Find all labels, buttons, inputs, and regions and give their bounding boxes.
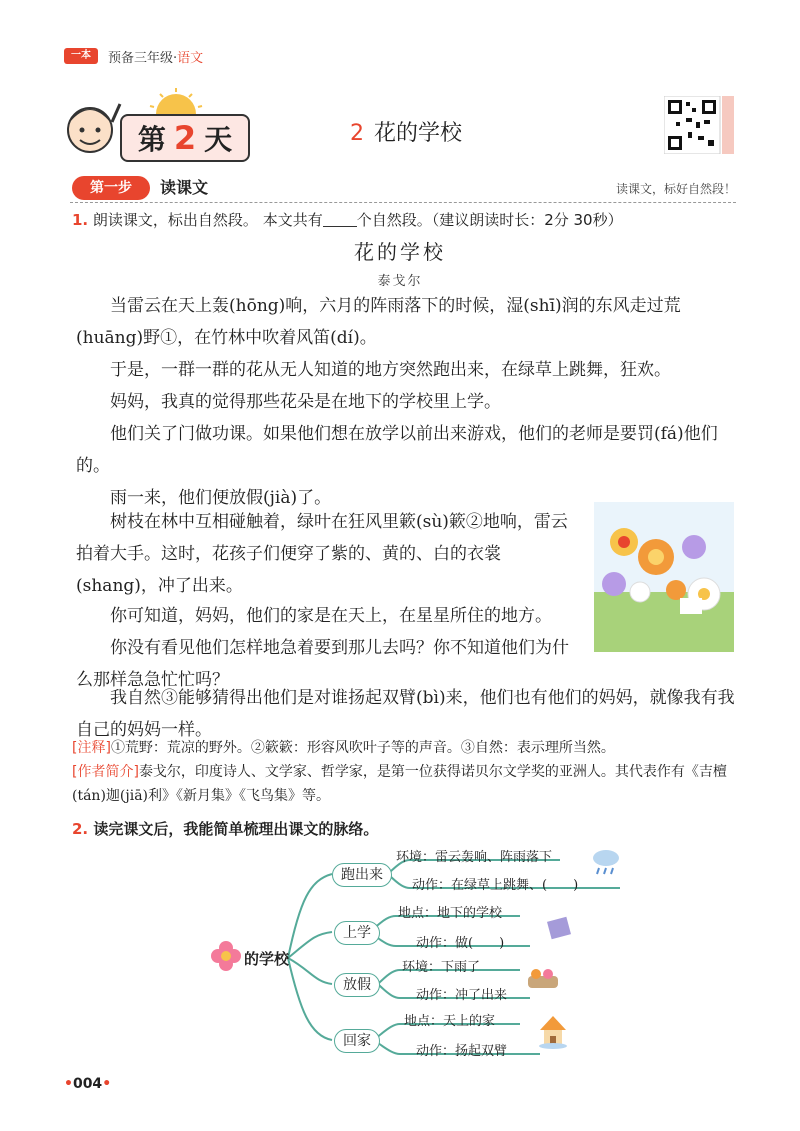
- paragraph: 当雷云在天上轰(hōng)响，六月的阵雨落下的时候，湿(shī)润的东风走过荒(huāng)野①，在竹林中吹着风笛(dí)。: [76, 296, 681, 348]
- book-icon: [546, 914, 574, 940]
- annotation-text: ①荒野：荒凉的野外。②簌簌：形容风吹叶子等的声音。③自然：表示理所当然。: [110, 740, 615, 756]
- mind-map-node: 回家: [334, 1029, 380, 1053]
- flower-bed-icon: [526, 966, 560, 990]
- mind-map-leaf: 地点：地下的学校: [398, 906, 503, 921]
- step-pill: 第一步: [72, 176, 150, 200]
- day-banner: [120, 114, 250, 162]
- separator-dot: ·: [173, 51, 178, 66]
- mind-map-leaf[interactable]: 动作：做( ): [416, 936, 505, 951]
- annotation-line: [72, 736, 742, 760]
- page-number-text: 004: [72, 1076, 103, 1092]
- mind-map-leaf: 环境：雷云轰响、阵雨落下: [396, 850, 553, 865]
- paragraph: 你可知道，妈妈，他们的家是在天上，在星星所住的地方。: [110, 606, 552, 626]
- question-1: [72, 208, 623, 232]
- question-text: 读完课文后，我能简单梳理出课文的脉络。: [93, 820, 379, 838]
- mind-map-leaf: 动作：扬起双臂: [416, 1044, 508, 1059]
- paragraph: 我自然③能够猜得出他们是对谁扬起双臂(bì)来，他们也有他们的妈妈，就像我有我自己的妈妈一样。: [76, 688, 735, 740]
- mind-map-leaf[interactable]: 动作：在绿草上跳舞、( ): [412, 878, 579, 893]
- answer-blank[interactable]: [323, 210, 357, 227]
- mind-map-node: 放假: [334, 973, 380, 997]
- step-tip: 读课文，标好自然段！: [615, 182, 736, 196]
- page-number: •004•: [64, 1076, 112, 1092]
- author-intro: [72, 760, 742, 808]
- text-title: 花的学校: [354, 240, 446, 264]
- paragraph: 树枝在林中互相碰触着，绿叶在狂风里簌(sù)簌②地响，雷云拍着大手。这时，花孩子们便穿了紫的、黄的、白的衣裳(shang)，冲了出来。: [76, 512, 568, 596]
- paragraph: 你没有看见他们怎样地急着要到那儿去吗？你不知道他们为什么那样急急忙忙吗？: [76, 638, 569, 690]
- mind-map-leaf: 动作：冲了出来: [416, 988, 508, 1003]
- subject-label: 语文: [177, 51, 204, 66]
- lesson-title-text: 花的学校: [374, 121, 463, 146]
- day-number: 2: [173, 119, 197, 157]
- question-text-a: 朗读课文，标出自然段。 本文共有: [92, 211, 323, 229]
- step-title: 读课文: [160, 178, 209, 197]
- author-intro-tag: [作者简介]: [72, 764, 139, 780]
- text-author: 泰戈尔: [377, 274, 423, 289]
- day-suffix: 天: [204, 123, 233, 156]
- flower-icon: [210, 940, 242, 972]
- grade-label: 预备三年级: [108, 51, 174, 66]
- mind-map-leaf: 环境：下雨了: [402, 960, 481, 975]
- house-icon: [538, 1014, 568, 1050]
- rain-cloud-icon: [590, 846, 622, 876]
- lesson-title: [350, 116, 462, 147]
- question-number: 2.: [72, 820, 89, 838]
- mind-map-root: 的学校: [244, 950, 290, 968]
- day-prefix: 第: [137, 123, 166, 156]
- paragraph: 雨一来，他们便放假(jià)了。: [110, 488, 332, 508]
- question-2: [72, 818, 378, 839]
- qr-code-icon[interactable]: [664, 96, 734, 154]
- paragraph: 于是，一群一群的花从无人知道的地方突然跑出来，在绿草上跳舞，狂欢。: [110, 360, 671, 380]
- mind-map-node: 上学: [334, 921, 380, 945]
- paragraph: 他们关了门做功课。如果他们想在放学以前出来游戏，他们的老师是要罚(fá)他们的。: [76, 424, 718, 476]
- brand-badge: 一本: [64, 48, 98, 64]
- mind-map-leaf: 地点：天上的家: [404, 1014, 496, 1029]
- question-text-b: 个自然段。（建议朗读时长：2分 30秒）: [356, 211, 623, 229]
- flowers-illustration: [594, 502, 734, 652]
- sun-icon: [146, 86, 206, 114]
- lesson-number: 2: [350, 121, 364, 146]
- divider: [70, 202, 736, 203]
- author-intro-text: 泰戈尔，印度诗人、文学家、哲学家，是第一位获得诺贝尔文学奖的亚洲人。其代表作有《吉檀(tán)迦(jiā)利》《新月集》《飞鸟集》等。: [72, 764, 727, 804]
- mind-map-node: 跑出来: [332, 863, 392, 887]
- question-number: 1.: [72, 211, 89, 229]
- grade-subject-label: [108, 47, 203, 66]
- paragraph: 妈妈，我真的觉得那些花朵是在地下的学校里上学。: [110, 392, 501, 412]
- annotation-tag: [注释]: [72, 740, 111, 756]
